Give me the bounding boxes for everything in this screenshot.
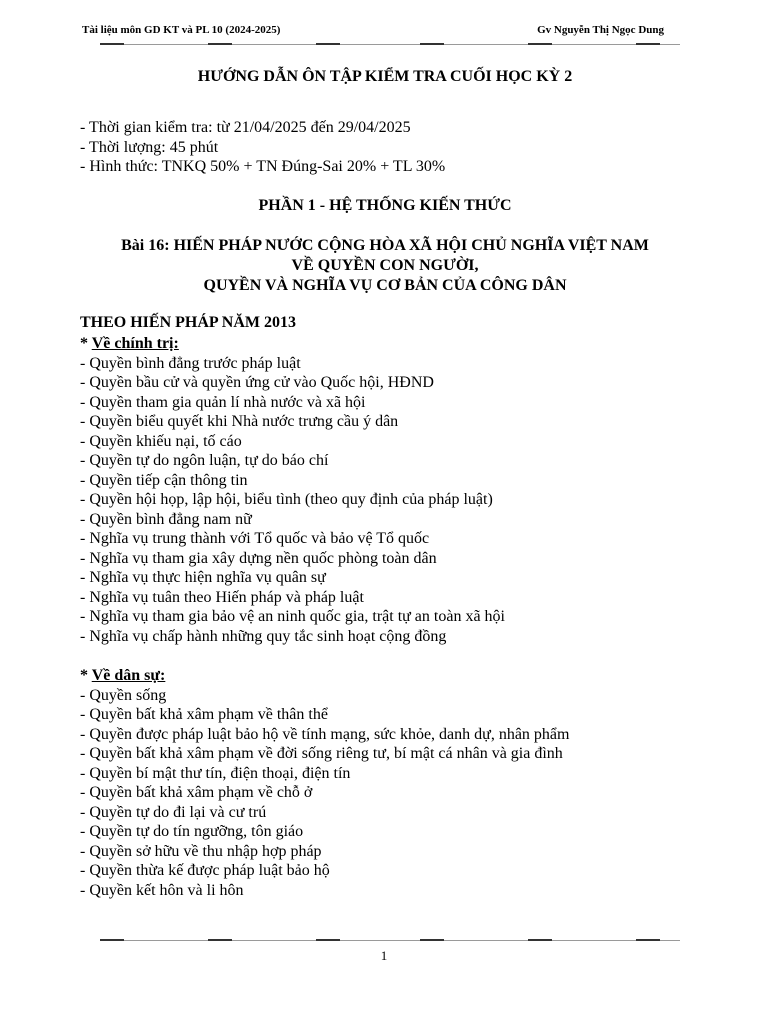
civil-section — [80, 666, 569, 900]
civil-heading-text: Về dân sự: — [91, 667, 166, 684]
list-item: - Quyền bất khả xâm phạm về đời sống riêng tư, bí mật cá nhân và gia đình — [80, 745, 563, 762]
header-divider — [100, 44, 680, 45]
list-item: - Quyền tự do đi lại và cư trú — [80, 803, 267, 821]
list-item: - Quyền biểu quyết khi Nhà nước trưng cầu ý dân — [80, 413, 399, 430]
divider-accent — [636, 939, 660, 941]
list-item: - Quyền sở hữu về thu nhập hợp pháp — [80, 842, 322, 860]
exam-info — [80, 118, 445, 177]
list-item: - Quyền bất khả xâm phạm về thân thể — [80, 706, 328, 723]
list-item: - Nghĩa vụ tham gia bảo vệ an ninh quốc gia, trật tự an toàn xã hội — [80, 608, 505, 625]
list-item: - Quyền thừa kế được pháp luật bảo hộ — [80, 862, 330, 879]
part-title: PHẦN 1 - HỆ THỐNG KIẾN THỨC — [258, 197, 512, 214]
divider-accent — [420, 43, 444, 45]
list-item: - Quyền tiếp cận thông tin — [80, 471, 248, 489]
list-item: - Nghĩa vụ chấp hành những quy tắc sinh hoạt cộng đồng — [80, 627, 447, 645]
lesson-title-line: QUYỀN VÀ NGHĨA VỤ CƠ BẢN CỦA CÔNG DÂN — [203, 277, 567, 294]
list-item: - Quyền bình đẳng nam nữ — [80, 510, 252, 528]
section-heading: THEO HIẾN PHÁP NĂM 2013 — [80, 314, 297, 331]
divider-accent — [636, 43, 660, 45]
lesson-title — [80, 236, 690, 296]
header-course-label: Tài liệu môn GD KT và PL 10 (2024-2025) — [82, 24, 281, 36]
divider-accent — [420, 939, 444, 941]
footer-divider — [100, 940, 680, 941]
header-teacher-name: Gv Nguyễn Thị Ngọc Dung — [537, 24, 664, 36]
exam-info-line: - Thời gian kiểm tra: từ 21/04/2025 đến 29/04/2025 — [80, 119, 411, 136]
list-item: - Quyền bầu cử và quyền ứng cử vào Quốc hội, HĐND — [80, 374, 434, 391]
list-item: - Nghĩa vụ trung thành với Tổ quốc và bảo vệ Tổ quốc — [80, 530, 430, 547]
list-item: - Quyền sống — [80, 686, 167, 704]
list-item: - Quyền kết hôn và li hôn — [80, 881, 244, 899]
list-item: - Quyền bình đẳng trước pháp luật — [80, 354, 301, 372]
lesson-title-line: Bài 16: HIẾN PHÁP NƯỚC CỘNG HÒA XÃ HỘI CHỦ NGHĨA VIỆT NAM — [121, 237, 649, 254]
exam-info-line: - Hình thức: TNKQ 50% + TN Đúng-Sai 20% + TL 30% — [80, 158, 446, 175]
divider-accent — [316, 43, 340, 45]
lesson-title-line: VỀ QUYỀN CON NGƯỜI, — [291, 257, 479, 274]
divider-accent — [528, 939, 552, 941]
divider-accent — [528, 43, 552, 45]
civil-heading — [80, 666, 569, 686]
document-title: HƯỚNG DẪN ÔN TẬP KIỂM TRA CUỐI HỌC KỲ 2 — [197, 68, 573, 85]
divider-accent — [100, 939, 124, 941]
politics-heading — [80, 334, 505, 354]
list-item: - Quyền hội họp, lập hội, biểu tình (theo quy định của pháp luật) — [80, 491, 493, 508]
divider-accent — [316, 939, 340, 941]
politics-section — [80, 334, 505, 646]
list-item: - Quyền bí mật thư tín, điện thoại, điện tín — [80, 764, 351, 782]
page-number: 1 — [380, 948, 388, 963]
list-item: - Quyền tham gia quản lí nhà nước và xã hội — [80, 393, 366, 411]
exam-info-line: - Thời lượng: 45 phút — [80, 138, 219, 156]
list-item: - Quyền tự do tín ngưỡng, tôn giáo — [80, 823, 304, 840]
list-item: - Nghĩa vụ tuân theo Hiến pháp và pháp luật — [80, 588, 364, 606]
page-header — [82, 24, 664, 40]
divider-accent — [208, 939, 232, 941]
list-item: - Quyền khiếu nại, tố cáo — [80, 432, 242, 450]
divider-accent — [208, 43, 232, 45]
list-item: - Quyền tự do ngôn luận, tự do báo chí — [80, 452, 329, 469]
list-item: - Quyền được pháp luật bảo hộ về tính mạng, sức khỏe, danh dự, nhân phẩm — [80, 725, 570, 743]
heading-bullet: * — [80, 667, 92, 684]
divider-accent — [100, 43, 124, 45]
heading-bullet: * — [80, 335, 92, 352]
list-item: - Nghĩa vụ thực hiện nghĩa vụ quân sự — [80, 569, 326, 586]
list-item: - Quyền bất khả xâm phạm về chỗ ở — [80, 784, 313, 801]
list-item: - Nghĩa vụ tham gia xây dựng nền quốc phòng toàn dân — [80, 549, 437, 567]
politics-heading-text: Về chính trị: — [91, 335, 179, 352]
